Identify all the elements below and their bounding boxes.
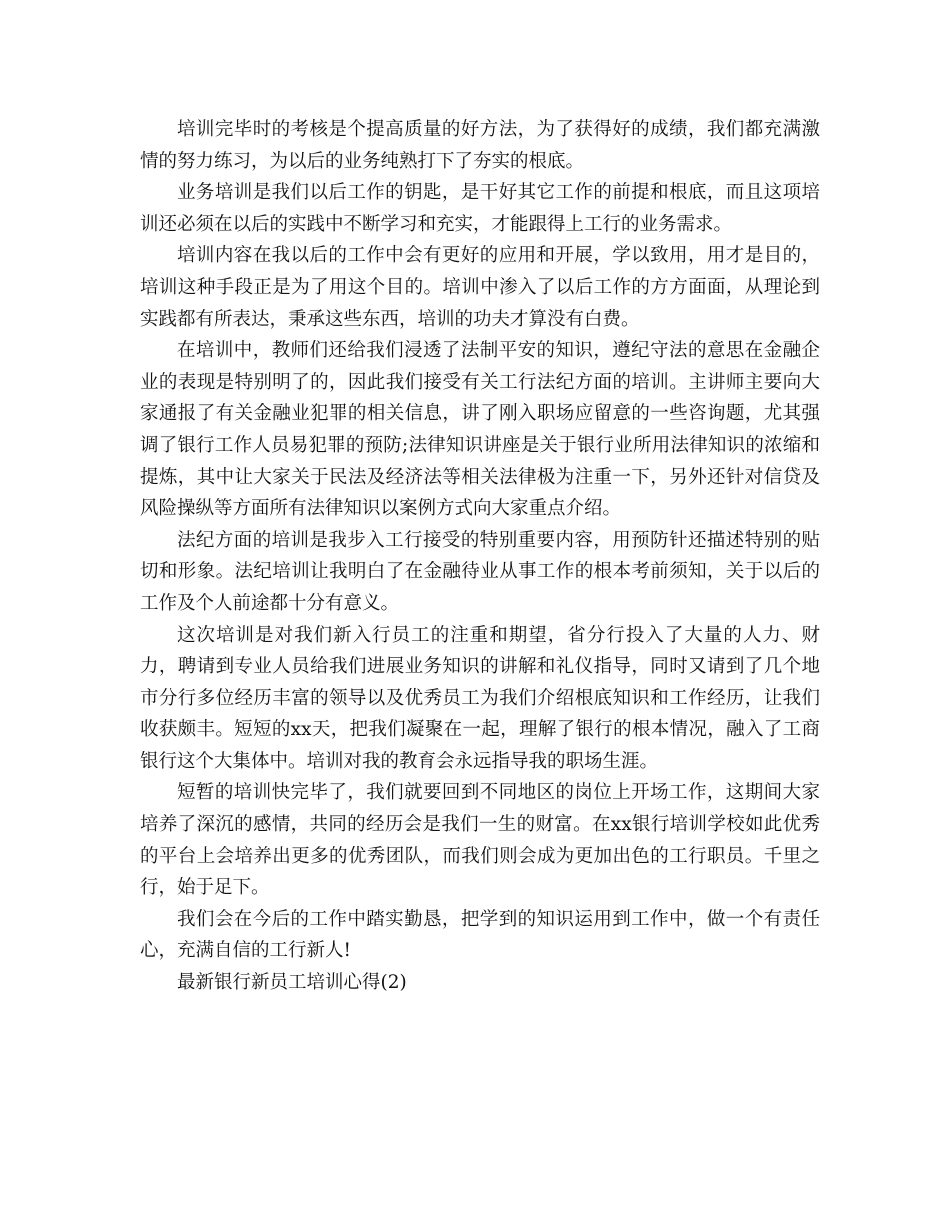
- paragraph-7: 短暂的培训快完毕了，我们就要回到不同地区的岗位上开场工作，这期间大家培养了深沉的感情，共同的经历会是我们一生的财富。在xx银行培训学校如此优秀的平台上会培养出更多的优秀团队，而我们则会成为更加出色的工行职员。千里之行，始于足下。: [140, 782, 820, 899]
- paragraph-1: 培训完毕时的考核是个提高质量的好方法，为了获得好的成绩，我们都充满激情的努力练习，为以后的业务纯熟打下了夯实的根底。: [140, 119, 820, 172]
- document-body: [140, 114, 820, 999]
- paragraph-5: 法纪方面的培训是我步入工行接受的特别重要内容，用预防针还描述特别的贴切和形象。法纪培训让我明白了在金融待业从事工作的根本考前须知，关于以后的工作及个人前途都十分有意义。: [140, 529, 820, 614]
- paragraph-6: 这次培训是对我们新入行员工的注重和期望，省分行投入了大量的人力、财力，聘请到专业人员给我们进展业务知识的讲解和礼仪指导，同时又请到了几个地市分行多位经历丰富的领导以及优秀员工为我们介绍根底知识和工作经历，让我们收获颇丰。短短的xx天，把我们凝聚在一起，理解了银行的根本情况，融入了工商银行这个大集体中。培训对我的教育会永远指导我的职场生涯。: [140, 624, 820, 772]
- paragraph-2: 业务培训是我们以后工作的钥匙，是干好其它工作的前提和根底，而且这项培训还必须在以后的实践中不断学习和充实，才能跟得上工行的业务需求。: [140, 182, 820, 235]
- paragraph-8: 我们会在今后的工作中踏实勤恳，把学到的知识运用到工作中，做一个有责任心，充满自信的工行新人!: [140, 908, 820, 962]
- paragraph-4: 在培训中，教师们还给我们浸透了法制平安的知识，遵纪守法的意思在金融企业的表现是特别明了的，因此我们接受有关工行法纪方面的培训。主讲师主要向大家通报了有关金融业犯罪的相关信息，讲了刚入职场应留意的一些咨询题，尤其强调了银行工作人员易犯罪的预防;法律知识讲座是关于银行业所用法律知识的浓缩和提炼，其中让大家关于民法及经济法等相关法律极为注重一下，另外还针对信贷及风险操纵等方面所有法律知识以案例方式向大家重点介绍。: [140, 340, 820, 520]
- section-heading: 最新银行新员工培训心得(2): [177, 972, 407, 994]
- paragraph-3: 培训内容在我以后的工作中会有更好的应用和开展，学以致用，用才是目的，培训这种手段正是为了用这个目的。培训中渗入了以后工作的方方面面，从理论到实践都有所表达，秉承这些东西，培训的功夫才算没有白费。: [140, 245, 820, 330]
